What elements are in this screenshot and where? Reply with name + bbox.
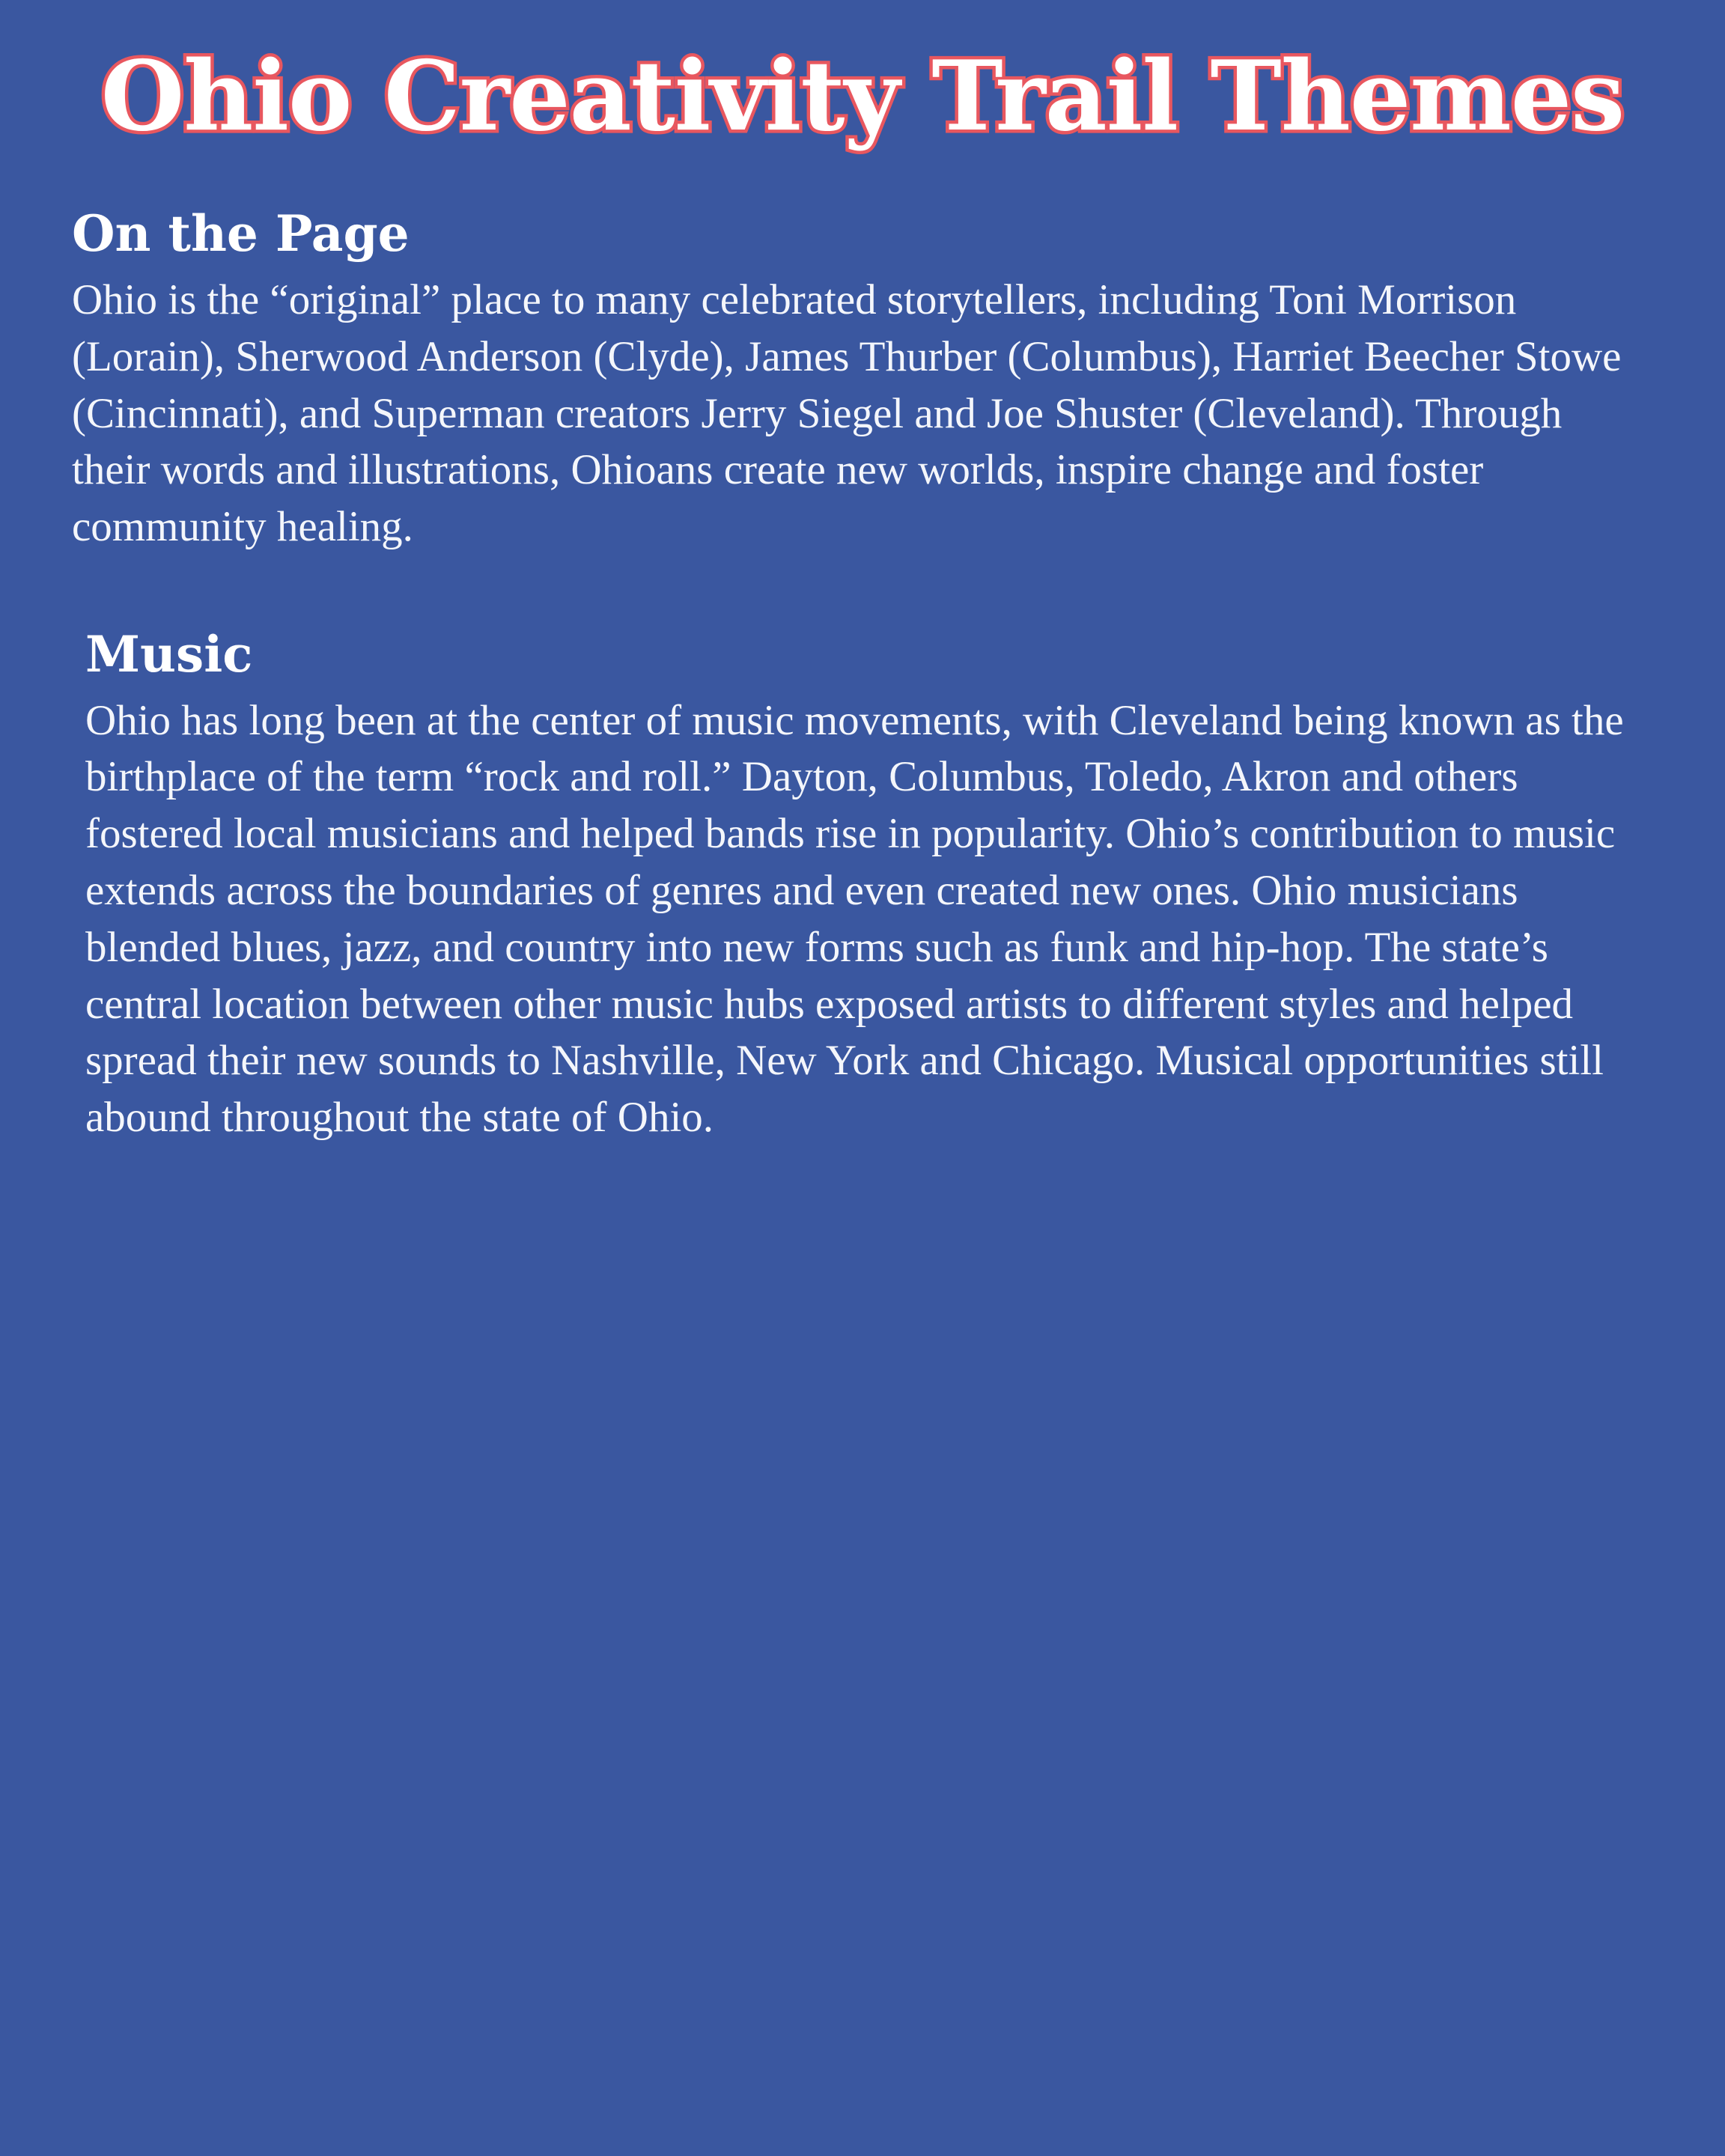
section-body-music: Ohio has long been at the center of music movements, with Cleveland being known as the birthplace of the term “rock and roll.” Dayton, Columbus, Toledo, Akron and others fostered local musicians and helped bands rise in popularity. Ohio’s contribution to music extends across the boundaries of genres and even created new ones. Ohio musicians blended blues, jazz, and country into new forms such as funk and hip-hop. The state’s central location between other music hubs exposed artists to different styles and helped spread their new sounds to Nashville, New York and Chicago. Musical opportunities still abound throughout the state of Ohio. xyxy=(85,696,1624,1142)
section-music xyxy=(72,624,1637,1146)
section-on-the-page xyxy=(72,204,1637,555)
title-area xyxy=(0,0,1725,153)
page-title: Ohio Creativity Trail Themes xyxy=(100,40,1625,153)
section-heading-on-the-page: On the Page xyxy=(72,204,410,264)
section-body-on-the-page: Ohio is the “original” place to many celebrated storytellers, including Toni Morrison (Lorain), Sherwood Anderson (Clyde), James Thurber (Columbus), Harriet Beecher Stowe (Cincinnati), and Superman creators Jerry Siegel and Joe Shuster (Cleveland). Through their words and illustrations, Ohioans create new worlds, inspire change and foster community healing. xyxy=(72,275,1622,551)
content-area xyxy=(0,147,1725,1146)
section-heading-music: Music xyxy=(85,624,253,683)
